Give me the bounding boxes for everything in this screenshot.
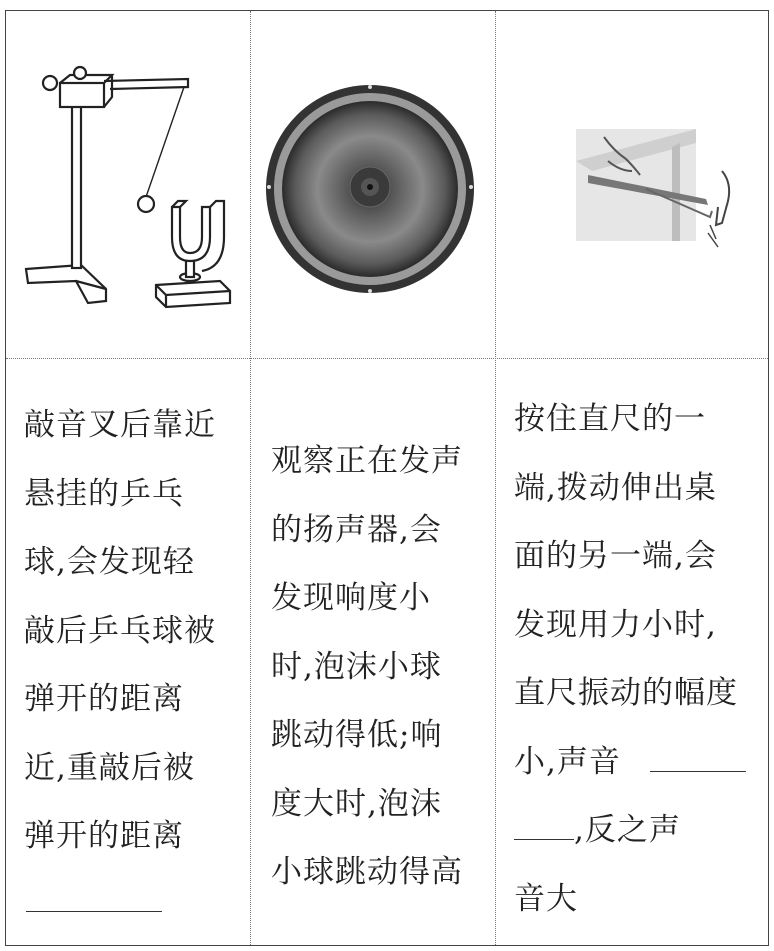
col3-description — [514, 385, 764, 933]
text-line: 端,拨动伸出桌 — [514, 469, 717, 506]
answer-blank[interactable] — [650, 737, 746, 772]
answer-blank[interactable] — [514, 805, 574, 840]
col2-text-cell — [251, 359, 495, 945]
text-line: 的扬声器,会 — [271, 511, 442, 548]
text-fragment: ,反之声 — [574, 812, 681, 848]
text-line: 弹开的距离 — [24, 681, 184, 717]
text-line: 弹开的距离 — [24, 818, 184, 854]
col2-description — [271, 427, 491, 907]
text-line: 按住直尺的一 — [514, 401, 706, 437]
tuning-fork-pendulum-icon — [6, 11, 250, 358]
text-line: 度大时,泡沫 — [271, 785, 442, 822]
text-line: 发现响度小 — [271, 580, 431, 616]
ruler-on-table-icon — [496, 11, 768, 358]
text-line: 直尺振动的幅度 — [514, 675, 738, 711]
text-line: 发现用力小时, — [514, 606, 717, 643]
text-line: 悬挂的乒乓 — [24, 475, 184, 512]
loudspeaker-icon — [251, 11, 495, 358]
answer-blank[interactable] — [26, 911, 162, 912]
text-line: 小球跳动得高 — [271, 854, 463, 890]
col1-description — [24, 391, 244, 871]
text-line: 球,会发现轻 — [24, 544, 195, 580]
speaker-cell — [251, 11, 495, 358]
text-line — [514, 796, 764, 865]
pendulum-tuning-fork-cell — [6, 11, 250, 358]
col3-text-cell — [496, 359, 768, 945]
text-line: 近,重敲后被 — [24, 749, 195, 786]
text-line: 音大 — [514, 880, 578, 917]
text-line: 时,泡沫小球 — [271, 648, 442, 685]
text-line: 面的另一端,会 — [514, 538, 717, 574]
col1-text-cell — [6, 359, 250, 945]
experiment-table — [5, 10, 769, 946]
text-line: 跳动得低;响 — [271, 717, 443, 753]
text-line: 观察正在发声 — [271, 443, 463, 479]
text-line: 敲后乒乓球被 — [24, 612, 216, 649]
ruler-cell — [496, 11, 768, 358]
text-line — [514, 728, 764, 797]
text-line: 敲音叉后靠近 — [24, 407, 216, 443]
text-fragment: 小,声音 — [514, 743, 621, 780]
